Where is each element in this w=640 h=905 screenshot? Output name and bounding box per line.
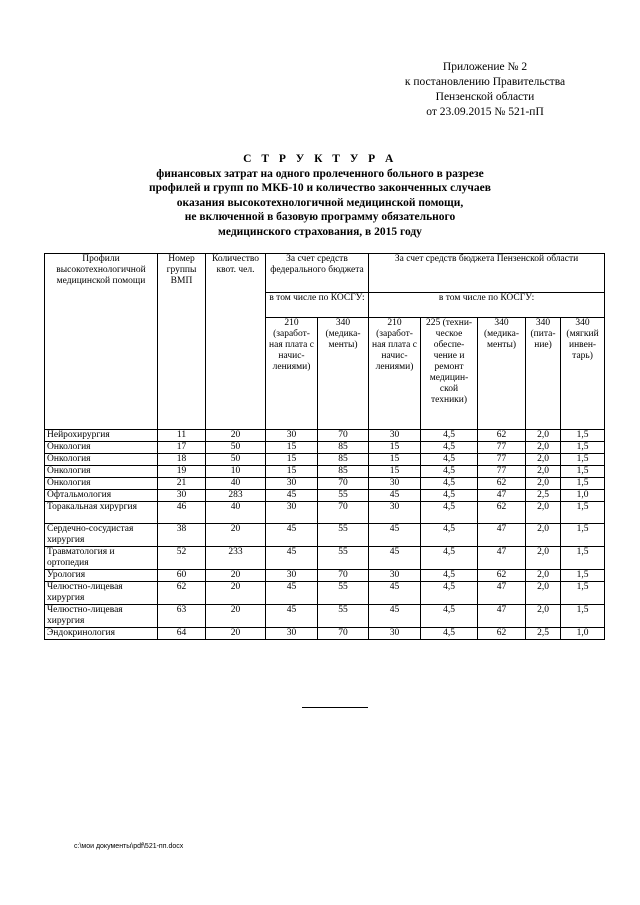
row-value-cell: 45 bbox=[369, 605, 421, 628]
row-value-cell: 4,5 bbox=[421, 430, 478, 442]
title-line-4: оказания высокотехнологичной медицинской помощи, bbox=[176, 196, 464, 209]
row-profile-cell: Челюстно-лицевая хирургия bbox=[45, 582, 158, 605]
row-value-cell: 15 bbox=[369, 442, 421, 454]
row-value-cell: 45 bbox=[266, 547, 318, 570]
row-value-cell: 20 bbox=[206, 582, 266, 605]
row-value-cell: 1,5 bbox=[561, 605, 605, 628]
title-line-5: не включенной в базовую программу обязательного bbox=[184, 211, 456, 223]
row-value-cell: 50 bbox=[206, 454, 266, 466]
row-profile-cell: Сердечно-сосудистая хирургия bbox=[45, 524, 158, 547]
table-row bbox=[45, 430, 605, 442]
row-value-cell: 47 bbox=[478, 524, 526, 547]
row-value-cell: 70 bbox=[318, 430, 369, 442]
row-value-cell: 70 bbox=[318, 502, 369, 524]
row-value-cell: 30 bbox=[266, 628, 318, 640]
row-value-cell: 20 bbox=[206, 524, 266, 547]
row-value-cell: 55 bbox=[318, 605, 369, 628]
row-value-cell: 30 bbox=[369, 628, 421, 640]
row-value-cell: 1,5 bbox=[561, 547, 605, 570]
row-value-cell: 62 bbox=[158, 582, 206, 605]
header-regional-210: 210 (заработ-ная плата с начис-лениями) bbox=[369, 318, 421, 430]
row-value-cell: 4,5 bbox=[421, 454, 478, 466]
header-regional-340-linen: 340 (мягкий инвен-тарь) bbox=[561, 318, 605, 430]
table-row bbox=[45, 454, 605, 466]
row-value-cell: 50 bbox=[206, 442, 266, 454]
row-value-cell: 20 bbox=[206, 605, 266, 628]
table-row bbox=[45, 442, 605, 454]
row-value-cell: 52 bbox=[158, 547, 206, 570]
header-federal-340: 340 (медика-менты) bbox=[318, 318, 369, 430]
row-value-cell: 4,5 bbox=[421, 582, 478, 605]
row-value-cell: 20 bbox=[206, 570, 266, 582]
header-federal-210: 210 (заработ-ная плата с начис-лениями) bbox=[266, 318, 318, 430]
row-value-cell: 62 bbox=[478, 570, 526, 582]
row-profile-cell: Онкология bbox=[45, 478, 158, 490]
row-value-cell: 47 bbox=[478, 547, 526, 570]
table-row bbox=[45, 605, 605, 628]
row-value-cell: 2,0 bbox=[526, 466, 561, 478]
row-profile-cell: Эндокринология bbox=[45, 628, 158, 640]
row-value-cell: 1,5 bbox=[561, 524, 605, 547]
row-value-cell: 4,5 bbox=[421, 605, 478, 628]
row-value-cell: 30 bbox=[369, 502, 421, 524]
row-value-cell: 45 bbox=[369, 582, 421, 605]
header-federal-kosgu: в том числе по КОСГУ: bbox=[266, 293, 369, 318]
row-value-cell: 15 bbox=[266, 454, 318, 466]
row-value-cell: 4,5 bbox=[421, 524, 478, 547]
row-value-cell: 55 bbox=[318, 524, 369, 547]
row-value-cell: 30 bbox=[266, 502, 318, 524]
row-value-cell: 19 bbox=[158, 466, 206, 478]
row-value-cell: 85 bbox=[318, 466, 369, 478]
title-line-1: С Т Р У К Т У Р А bbox=[243, 153, 397, 165]
table-row bbox=[45, 524, 605, 547]
row-value-cell: 30 bbox=[369, 430, 421, 442]
row-value-cell: 40 bbox=[206, 502, 266, 524]
row-value-cell: 2,0 bbox=[526, 502, 561, 524]
row-value-cell: 63 bbox=[158, 605, 206, 628]
row-value-cell: 20 bbox=[206, 430, 266, 442]
row-value-cell: 77 bbox=[478, 442, 526, 454]
table-row bbox=[45, 547, 605, 570]
row-value-cell: 1,5 bbox=[561, 478, 605, 490]
row-value-cell: 1,0 bbox=[561, 490, 605, 502]
row-value-cell: 45 bbox=[369, 547, 421, 570]
row-value-cell: 30 bbox=[369, 478, 421, 490]
title-line-2: финансовых затрат на одного пролеченного больного в разрезе bbox=[156, 167, 484, 180]
row-value-cell: 1,5 bbox=[561, 502, 605, 524]
row-value-cell: 85 bbox=[318, 442, 369, 454]
row-value-cell: 55 bbox=[318, 490, 369, 502]
row-value-cell: 70 bbox=[318, 628, 369, 640]
header-federal: За счет средств федерального бюджета bbox=[266, 254, 369, 293]
row-value-cell: 1,5 bbox=[561, 442, 605, 454]
row-value-cell: 45 bbox=[369, 490, 421, 502]
row-value-cell: 45 bbox=[266, 524, 318, 547]
separator-line bbox=[302, 707, 368, 708]
row-value-cell: 20 bbox=[206, 628, 266, 640]
row-value-cell: 4,5 bbox=[421, 490, 478, 502]
row-value-cell: 1,5 bbox=[561, 454, 605, 466]
table-row bbox=[45, 582, 605, 605]
row-value-cell: 30 bbox=[266, 570, 318, 582]
row-value-cell: 1,5 bbox=[561, 466, 605, 478]
row-value-cell: 45 bbox=[266, 605, 318, 628]
row-value-cell: 40 bbox=[206, 478, 266, 490]
row-value-cell: 1,5 bbox=[561, 430, 605, 442]
row-value-cell: 45 bbox=[266, 490, 318, 502]
row-value-cell: 70 bbox=[318, 570, 369, 582]
row-value-cell: 4,5 bbox=[421, 547, 478, 570]
row-value-cell: 70 bbox=[318, 478, 369, 490]
table-row bbox=[45, 502, 605, 524]
row-value-cell: 10 bbox=[206, 466, 266, 478]
row-value-cell: 4,5 bbox=[421, 466, 478, 478]
row-profile-cell: Травматология и ортопедия bbox=[45, 547, 158, 570]
row-value-cell: 62 bbox=[478, 430, 526, 442]
appendix-line-1: Приложение № 2 bbox=[442, 61, 528, 73]
row-value-cell: 77 bbox=[478, 454, 526, 466]
table-row bbox=[45, 478, 605, 490]
row-value-cell: 2,0 bbox=[526, 524, 561, 547]
table-row bbox=[45, 628, 605, 640]
row-profile-cell: Нейрохирургия bbox=[45, 430, 158, 442]
appendix-line-4: от 23.09.2015 № 521-пП bbox=[426, 106, 544, 118]
row-value-cell: 2,0 bbox=[526, 582, 561, 605]
row-value-cell: 77 bbox=[478, 466, 526, 478]
row-value-cell: 55 bbox=[318, 582, 369, 605]
row-value-cell: 4,5 bbox=[421, 570, 478, 582]
row-value-cell: 4,5 bbox=[421, 628, 478, 640]
row-value-cell: 4,5 bbox=[421, 442, 478, 454]
row-value-cell: 1,5 bbox=[561, 570, 605, 582]
row-value-cell: 2,0 bbox=[526, 478, 561, 490]
row-value-cell: 15 bbox=[266, 466, 318, 478]
row-profile-cell: Урология bbox=[45, 570, 158, 582]
header-regional-225: 225 (техни-ческое обеспе-чение и ремонт медицин-ской техники) bbox=[421, 318, 478, 430]
row-value-cell: 2,0 bbox=[526, 570, 561, 582]
row-value-cell: 4,5 bbox=[421, 478, 478, 490]
row-value-cell: 47 bbox=[478, 605, 526, 628]
row-value-cell: 38 bbox=[158, 524, 206, 547]
row-value-cell: 55 bbox=[318, 547, 369, 570]
row-value-cell: 45 bbox=[369, 524, 421, 547]
row-value-cell: 2,5 bbox=[526, 490, 561, 502]
title-line-3: профилей и групп по МКБ-10 и количество законченных случаев bbox=[149, 182, 491, 194]
row-value-cell: 30 bbox=[266, 478, 318, 490]
row-profile-cell: Онкология bbox=[45, 454, 158, 466]
file-path-footer: c:\мои документы\pdf\521-пп.docx bbox=[74, 843, 184, 850]
row-profile-cell: Онкология bbox=[45, 442, 158, 454]
row-value-cell: 1,0 bbox=[561, 628, 605, 640]
table-body bbox=[45, 430, 605, 640]
row-value-cell: 30 bbox=[369, 570, 421, 582]
header-group: Номер группы ВМП bbox=[158, 254, 206, 430]
title-line-6: медицинского страхования, в 2015 году bbox=[218, 225, 422, 238]
row-profile-cell: Челюстно-лицевая хирургия bbox=[45, 605, 158, 628]
header-profile: Профили высокотехнологичной медицинской помощи bbox=[45, 254, 158, 430]
cost-structure-table bbox=[44, 253, 605, 640]
row-value-cell: 2,0 bbox=[526, 605, 561, 628]
appendix-line-2: к постановлению Правительства bbox=[404, 76, 566, 88]
row-value-cell: 11 bbox=[158, 430, 206, 442]
row-value-cell: 62 bbox=[478, 628, 526, 640]
row-value-cell: 30 bbox=[266, 430, 318, 442]
row-profile-cell: Офтальмология bbox=[45, 490, 158, 502]
row-value-cell: 2,0 bbox=[526, 442, 561, 454]
row-value-cell: 2,0 bbox=[526, 454, 561, 466]
row-value-cell: 18 bbox=[158, 454, 206, 466]
header-quota: Количество квот. чел. bbox=[206, 254, 266, 430]
appendix-line-3: Пензенской области bbox=[435, 91, 535, 103]
row-value-cell: 15 bbox=[369, 454, 421, 466]
row-value-cell: 2,5 bbox=[526, 628, 561, 640]
row-value-cell: 62 bbox=[478, 478, 526, 490]
header-regional-340-meds: 340 (медика-менты) bbox=[478, 318, 526, 430]
table-row bbox=[45, 490, 605, 502]
row-value-cell: 45 bbox=[266, 582, 318, 605]
row-profile-cell: Онкология bbox=[45, 466, 158, 478]
row-value-cell: 62 bbox=[478, 502, 526, 524]
row-value-cell: 47 bbox=[478, 582, 526, 605]
document-title bbox=[100, 152, 540, 239]
row-value-cell: 233 bbox=[206, 547, 266, 570]
header-regional-340-food: 340 (пита-ние) bbox=[526, 318, 561, 430]
appendix-block bbox=[370, 60, 600, 120]
row-value-cell: 46 bbox=[158, 502, 206, 524]
row-profile-cell: Торакальная хирургия bbox=[45, 502, 158, 524]
row-value-cell: 1,5 bbox=[561, 582, 605, 605]
row-value-cell: 2,0 bbox=[526, 430, 561, 442]
row-value-cell: 15 bbox=[369, 466, 421, 478]
row-value-cell: 64 bbox=[158, 628, 206, 640]
row-value-cell: 17 bbox=[158, 442, 206, 454]
header-regional-kosgu: в том числе по КОСГУ: bbox=[369, 293, 605, 318]
row-value-cell: 47 bbox=[478, 490, 526, 502]
row-value-cell: 2,0 bbox=[526, 547, 561, 570]
row-value-cell: 15 bbox=[266, 442, 318, 454]
table-row bbox=[45, 570, 605, 582]
row-value-cell: 60 bbox=[158, 570, 206, 582]
row-value-cell: 85 bbox=[318, 454, 369, 466]
row-value-cell: 30 bbox=[158, 490, 206, 502]
row-value-cell: 21 bbox=[158, 478, 206, 490]
row-value-cell: 283 bbox=[206, 490, 266, 502]
table-row bbox=[45, 466, 605, 478]
row-value-cell: 4,5 bbox=[421, 502, 478, 524]
header-regional: За счет средств бюджета Пензенской области bbox=[369, 254, 605, 293]
